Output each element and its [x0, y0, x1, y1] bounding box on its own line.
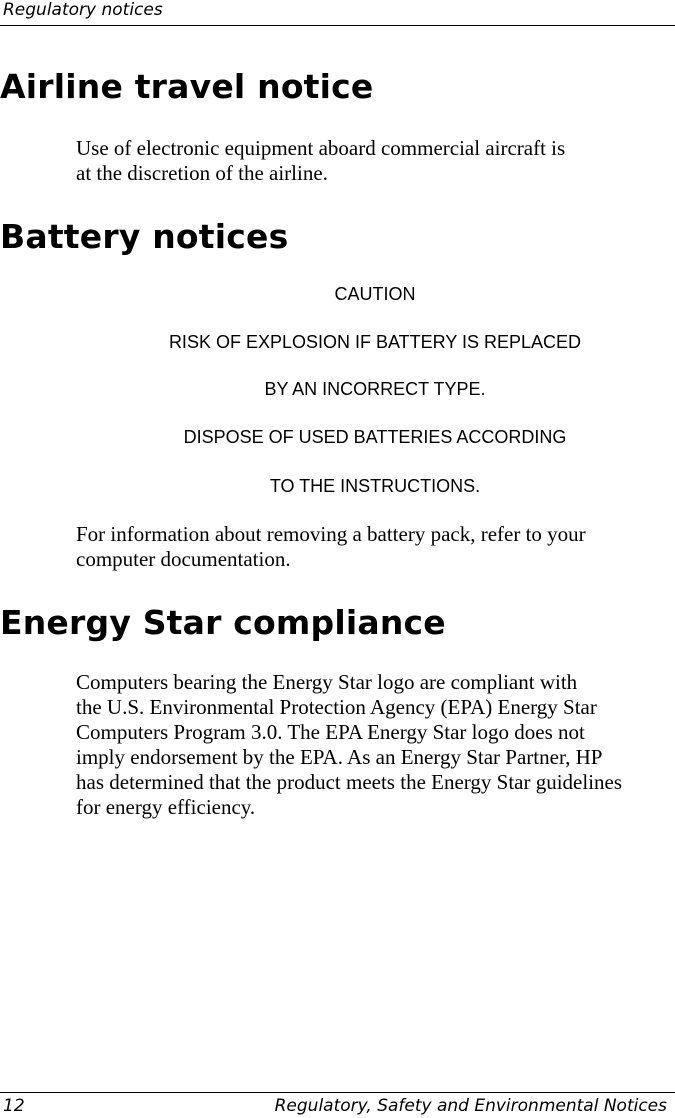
section-heading-airline: Airline travel notice [0, 67, 374, 106]
section-heading-battery: Battery notices [0, 217, 289, 256]
caution-line: DISPOSE OF USED BATTERIES ACCORDING [183, 427, 567, 447]
running-head: Regulatory notices [3, 0, 163, 20]
page-number: 12 [3, 1096, 25, 1116]
airline-line: Use of electronic equipment aboard commercial aircraft is [76, 136, 566, 160]
header-rule [0, 25, 675, 26]
energy-star-line: the U.S. Environmental Protection Agency (EPA) Energy Star [76, 695, 597, 719]
caution-title: CAUTION [334, 284, 416, 304]
energy-star-line: imply endorsement by the EPA. As an Energy Star Partner, HP [76, 745, 603, 769]
battery-line: For information about removing a battery pack, refer to your [76, 522, 586, 546]
energy-star-paragraph [76, 670, 622, 820]
caution-line: BY AN INCORRECT TYPE. [264, 379, 486, 399]
footer-rule [0, 1092, 675, 1093]
energy-star-line: has determined that the product meets the Energy Star guidelines [76, 770, 623, 794]
airline-line: at the discretion of the airline. [76, 161, 328, 185]
airline-paragraph [76, 136, 565, 186]
footer-title: Regulatory, Safety and Environmental Notices [274, 1096, 667, 1116]
energy-star-line: Computers Program 3.0. The EPA Energy Star logo does not [76, 720, 585, 744]
caution-line: TO THE INSTRUCTIONS. [269, 476, 481, 496]
energy-star-line: Computers bearing the Energy Star logo are compliant with [76, 670, 578, 694]
battery-line: computer documentation. [76, 547, 291, 571]
section-heading-energy-star: Energy Star compliance [0, 603, 446, 642]
energy-star-line: for energy efficiency. [76, 795, 256, 819]
caution-line: RISK OF EXPLOSION IF BATTERY IS REPLACED [168, 332, 582, 352]
battery-paragraph [76, 522, 586, 572]
